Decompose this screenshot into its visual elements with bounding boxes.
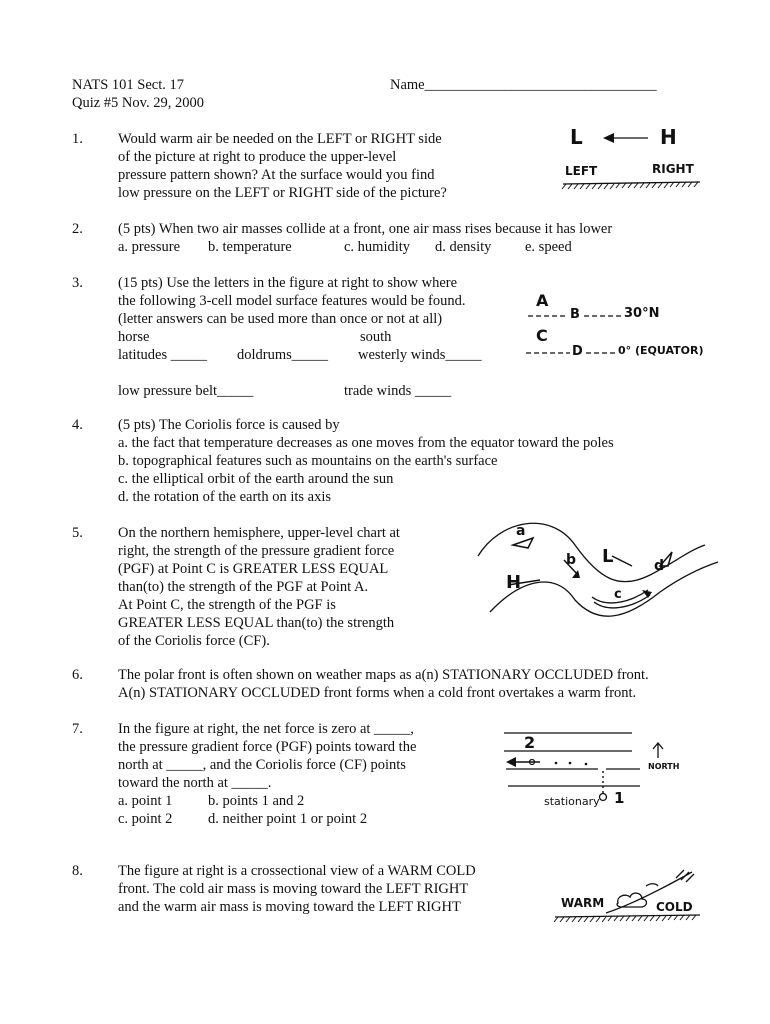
q5-fig-point-d: d	[654, 558, 665, 574]
q3-number: 3.	[72, 275, 83, 291]
q5-line-2: right, the strength of the pressure gradient force	[118, 543, 395, 559]
q2-option-b: b. temperature	[208, 239, 292, 255]
q7-fig-point-1: 1	[614, 789, 625, 807]
q3-westerly: westerly winds_____	[358, 347, 482, 363]
q3-latitudes: latitudes _____	[118, 347, 208, 363]
q3-line-2: the following 3-cell model surface features would be found.	[118, 293, 466, 309]
q3-fig-a: A	[536, 291, 549, 310]
q5-line-4: than(to) the strength of the PGF at Point A.	[118, 579, 369, 595]
q5-fig-high-label: H	[506, 572, 522, 593]
q3-line-3: (letter answers can be used more than once or not at all)	[118, 311, 443, 327]
q5-line-1: On the northern hemisphere, upper-level chart at	[118, 525, 400, 541]
q4-option-b: b. topographical features such as mountains on the earth's surface	[118, 453, 498, 469]
q7-option-b: b. points 1 and 2	[208, 793, 305, 809]
q7-line-3: north at _____, and the Coriolis force (CF) points	[118, 757, 406, 773]
quiz-date: Quiz #5 Nov. 29, 2000	[72, 95, 204, 111]
q2-number: 2.	[72, 221, 83, 237]
q7-option-c: c. point 2	[118, 811, 173, 827]
q2-option-e: e. speed	[525, 239, 572, 255]
q2-option-d: d. density	[435, 239, 492, 255]
q3-fig-d: D	[572, 344, 583, 359]
q6-number: 6.	[72, 667, 83, 683]
q1-fig-left-label: LEFT	[565, 164, 598, 178]
q7-line-1: In the figure at right, the net force is zero at _____,	[118, 721, 414, 737]
q6-line-2: A(n) STATIONARY OCCLUDED front forms when a cold front overtakes a warm front.	[118, 685, 637, 701]
q3-doldrums: doldrums_____	[237, 347, 329, 363]
q6-line-1: The polar front is often shown on weather maps as a(n) STATIONARY OCCLUDED front.	[118, 667, 649, 683]
q4-option-d: d. the rotation of the earth on its axis	[118, 489, 332, 505]
q8-fig-cold-label: COLD	[656, 900, 693, 914]
q3-line-1: (15 pts) Use the letters in the figure at right to show where	[118, 275, 458, 291]
q4-line-1: (5 pts) The Coriolis force is caused by	[118, 417, 340, 433]
q5-fig-point-b: b	[566, 552, 577, 568]
q7-fig-point-2: 2	[524, 733, 536, 752]
q1-fig-low-label: L	[570, 125, 583, 149]
course-title: NATS 101 Sect. 17	[72, 77, 184, 93]
q7-number: 7.	[72, 721, 83, 737]
q2-option-a: a. pressure	[118, 239, 181, 255]
q1-number: 1.	[72, 131, 83, 147]
q7-fig-stationary-label: stationary	[544, 795, 600, 808]
q3-fig-b: B	[570, 307, 580, 322]
q2-line-1: (5 pts) When two air masses collide at a front, one air mass rises because it has lower	[118, 221, 613, 237]
q1-fig-right-label: RIGHT	[652, 162, 694, 176]
q3-fig-c: C	[536, 326, 548, 345]
q5-line-3: (PGF) at Point C is GREATER LESS EQUAL	[118, 561, 389, 577]
q2-option-c: c. humidity	[344, 239, 411, 255]
q3-trade-winds: trade winds _____	[344, 383, 452, 399]
q7-line-4: toward the north at _____.	[118, 775, 272, 791]
q8-line-1: The figure at right is a crossectional view of a WARM COLD	[118, 863, 476, 879]
q1-fig-high-label: H	[660, 125, 677, 149]
q7-option-a: a. point 1	[118, 793, 173, 809]
q3-south: south	[360, 329, 392, 345]
q5-fig-point-a: a	[516, 523, 526, 539]
q5-number: 5.	[72, 525, 83, 541]
q7-line-2: the pressure gradient force (PGF) points toward the	[118, 739, 417, 755]
q4-option-c: c. the elliptical orbit of the earth around the sun	[118, 471, 394, 487]
q8-line-3: and the warm air mass is moving toward the LEFT RIGHT	[118, 899, 461, 915]
q5-line-6: GREATER LESS EQUAL than(to) the strength	[118, 615, 395, 631]
q8-fig-warm-label: WARM	[561, 896, 605, 910]
q4-number: 4.	[72, 417, 83, 433]
q5-line-7: of the Coriolis force (CF).	[118, 633, 270, 649]
q3-horse: horse	[118, 329, 150, 345]
q7-option-d: d. neither point 1 or point 2	[208, 811, 368, 827]
q3-fig-30n: 30°N	[624, 306, 660, 321]
q8-number: 8.	[72, 863, 83, 879]
q5-fig-low-label: L	[602, 546, 614, 567]
q1-line-2: of the picture at right to produce the upper-level	[118, 149, 397, 165]
q8-line-2: front. The cold air mass is moving toward the LEFT RIGHT	[118, 881, 469, 897]
q1-line-1: Would warm air be needed on the LEFT or RIGHT side	[118, 131, 442, 147]
q1-line-3: pressure pattern shown? At the surface would you find	[118, 167, 435, 183]
q4-option-a: a. the fact that temperature decreases as one moves from the equator toward the poles	[118, 435, 614, 451]
q7-fig-north-label: NORTH	[648, 762, 680, 771]
name-field[interactable]: Name________________________________	[390, 77, 657, 93]
q3-fig-equator: 0° (EQUATOR)	[618, 344, 704, 357]
q1-line-4: low pressure on the LEFT or RIGHT side of the picture?	[118, 185, 447, 201]
q5-line-5: At Point C, the strength of the PGF is	[118, 597, 336, 613]
q5-fig-point-c: c	[614, 587, 622, 602]
q3-low-belt: low pressure belt_____	[118, 383, 254, 399]
